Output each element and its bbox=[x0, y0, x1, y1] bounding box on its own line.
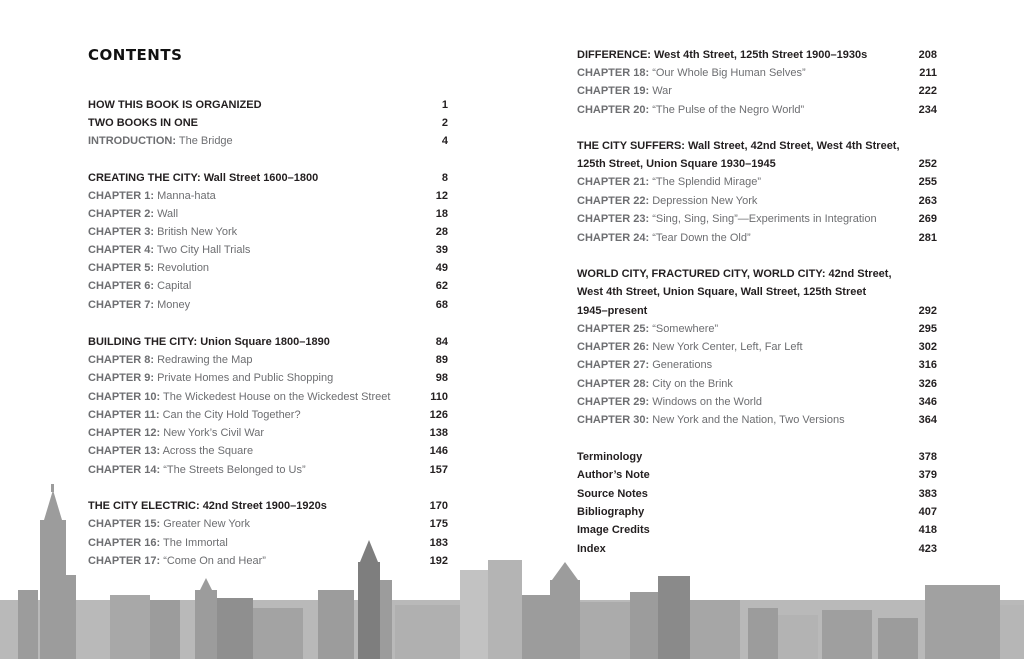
toc-chapter-entry bbox=[577, 411, 937, 429]
toc-chapter-entry bbox=[577, 173, 937, 191]
chapter-title bbox=[88, 369, 333, 387]
entry-title: Source Notes bbox=[577, 488, 648, 500]
chapter-name: “The Pulse of the Negro World” bbox=[652, 104, 805, 116]
toc-chapter-entry bbox=[88, 388, 448, 406]
page-number: 346 bbox=[918, 396, 937, 408]
chapter-label: CHAPTER 2: bbox=[88, 208, 155, 220]
page-number: 49 bbox=[435, 262, 448, 274]
chapter-title bbox=[88, 552, 266, 570]
toc-chapter-entry bbox=[88, 442, 448, 460]
page-number: 379 bbox=[918, 469, 937, 481]
chapter-label: CHAPTER 19: bbox=[577, 85, 650, 97]
page-number: 281 bbox=[918, 232, 937, 244]
toc-chapter-entry bbox=[577, 375, 937, 393]
toc-chapter-entry bbox=[88, 241, 448, 259]
chapter-label: CHAPTER 23: bbox=[577, 213, 650, 225]
chapter-name: Generations bbox=[652, 359, 713, 371]
chapter-title bbox=[88, 296, 190, 314]
toc-backmatter-entry bbox=[577, 485, 937, 503]
chapter-name: City on the Brink bbox=[652, 378, 733, 390]
chapter-title bbox=[88, 406, 301, 424]
chapter-name: New York and the Nation, Two Versions bbox=[652, 414, 845, 426]
page-number: 89 bbox=[435, 354, 448, 366]
toc-backmatter-entry bbox=[577, 448, 937, 466]
chapter-title bbox=[88, 241, 250, 259]
toc-backmatter-entry bbox=[577, 466, 937, 484]
toc-chapter-entry bbox=[88, 369, 448, 387]
toc-section-entry bbox=[577, 46, 937, 64]
entry-title: Author’s Note bbox=[577, 469, 650, 481]
chapter-title bbox=[88, 187, 216, 205]
chapter-name: Capital bbox=[157, 280, 192, 292]
entry-title: Terminology bbox=[577, 451, 643, 463]
page-number: 364 bbox=[918, 414, 937, 426]
page-number: 407 bbox=[918, 506, 937, 518]
chapter-name: New York Center, Left, Far Left bbox=[652, 341, 803, 353]
chapter-label: CHAPTER 18: bbox=[577, 67, 650, 79]
toc-section-entry bbox=[577, 155, 937, 173]
chapter-name: Private Homes and Public Shopping bbox=[157, 372, 334, 384]
chapter-label: CHAPTER 3: bbox=[88, 226, 155, 238]
page-number: 269 bbox=[918, 213, 937, 225]
page-number: 1 bbox=[441, 99, 448, 111]
chapter-name: Windows on the World bbox=[652, 396, 763, 408]
chapter-label: CHAPTER 27: bbox=[577, 359, 650, 371]
chapter-label: CHAPTER 24: bbox=[577, 232, 650, 244]
toc-chapter-entry bbox=[88, 534, 448, 552]
chapter-name: “Somewhere” bbox=[652, 323, 719, 335]
toc-chapter-entry bbox=[577, 64, 937, 82]
chapter-label: CHAPTER 13: bbox=[88, 445, 161, 457]
page-number: 234 bbox=[918, 104, 937, 116]
toc-section-entry bbox=[88, 96, 448, 114]
page-number: 110 bbox=[430, 391, 448, 403]
page-number: 170 bbox=[429, 500, 448, 512]
chapter-title bbox=[88, 351, 252, 369]
chapter-title bbox=[88, 259, 209, 277]
page-number: 302 bbox=[918, 341, 937, 353]
entry-title: DIFFERENCE: West 4th Street, 125th Street 1900–1930s bbox=[577, 49, 868, 61]
chapter-name: The Immortal bbox=[162, 537, 228, 549]
chapter-label: CHAPTER 17: bbox=[88, 555, 161, 567]
page-number: 8 bbox=[441, 172, 448, 184]
chapter-label: CHAPTER 25: bbox=[577, 323, 650, 335]
page-number: 255 bbox=[918, 176, 937, 188]
entry-title: Image Credits bbox=[577, 524, 650, 536]
page-number: 175 bbox=[429, 518, 448, 530]
toc-chapter-entry bbox=[88, 205, 448, 223]
chapter-label: CHAPTER 15: bbox=[88, 518, 161, 530]
toc-section-entry bbox=[88, 333, 448, 351]
chapter-name: British New York bbox=[157, 226, 238, 238]
chapter-name: “The Streets Belonged to Us” bbox=[163, 464, 306, 476]
page-number: 326 bbox=[918, 378, 937, 390]
page-number: 18 bbox=[435, 208, 448, 220]
chapter-name: “Our Whole Big Human Selves” bbox=[652, 67, 806, 79]
chapter-title bbox=[88, 277, 191, 295]
toc-chapter-entry bbox=[88, 406, 448, 424]
page-number: 192 bbox=[429, 555, 448, 567]
chapter-name: Manna-hata bbox=[157, 190, 216, 202]
chapter-title bbox=[88, 534, 228, 552]
chapter-label: CHAPTER 9: bbox=[88, 372, 155, 384]
page-number: 62 bbox=[435, 280, 448, 292]
chapter-label: CHAPTER 21: bbox=[577, 176, 650, 188]
chapter-label: CHAPTER 16: bbox=[88, 537, 161, 549]
chapter-name: Across the Square bbox=[162, 445, 254, 457]
chapter-label: CHAPTER 10: bbox=[88, 391, 161, 403]
page-number: 295 bbox=[918, 323, 937, 335]
chapter-name: The Wickedest House on the Wickedest Street bbox=[162, 391, 391, 403]
page-number: 316 bbox=[918, 359, 937, 371]
chapter-label: CHAPTER 26: bbox=[577, 341, 650, 353]
chapter-name: The Bridge bbox=[178, 135, 233, 147]
page-number: 84 bbox=[435, 336, 448, 348]
chapter-label: CHAPTER 14: bbox=[88, 464, 161, 476]
toc-chapter-entry bbox=[577, 101, 937, 119]
page-number: 378 bbox=[918, 451, 937, 463]
chapter-name: “The Splendid Mirage” bbox=[652, 176, 762, 188]
page-number: 222 bbox=[918, 85, 937, 97]
chapter-name: Depression New York bbox=[652, 195, 758, 207]
page-number: 28 bbox=[435, 226, 448, 238]
chapter-title bbox=[577, 356, 712, 374]
toc-section-entry bbox=[88, 497, 448, 515]
page-number: 2 bbox=[441, 117, 448, 129]
toc-chapter-entry bbox=[88, 187, 448, 205]
entry-title: 1945–present bbox=[577, 305, 648, 317]
toc-chapter-entry bbox=[88, 277, 448, 295]
page-number: 146 bbox=[429, 445, 448, 457]
entry-title: CREATING THE CITY: Wall Street 1600–1800 bbox=[88, 172, 319, 184]
chapter-name: Money bbox=[157, 299, 191, 311]
page-number: 252 bbox=[918, 158, 937, 170]
toc-backmatter-entry bbox=[577, 521, 937, 539]
section-heading-line: West 4th Street, Union Square, Wall Street, 125th Street bbox=[577, 286, 867, 298]
toc-chapter-entry bbox=[577, 320, 937, 338]
chapter-title bbox=[88, 223, 237, 241]
toc-backmatter-entry bbox=[577, 540, 937, 558]
page-number: 211 bbox=[919, 67, 937, 79]
chapter-label: CHAPTER 8: bbox=[88, 354, 155, 366]
page-number: 68 bbox=[435, 299, 448, 311]
chapter-title bbox=[88, 424, 264, 442]
chapter-title bbox=[88, 515, 250, 533]
toc-section-entry bbox=[88, 169, 448, 187]
chapter-label: CHAPTER 6: bbox=[88, 280, 155, 292]
chapter-label: CHAPTER 7: bbox=[88, 299, 155, 311]
chapter-label: CHAPTER 4: bbox=[88, 244, 155, 256]
entry-title: BUILDING THE CITY: Union Square 1800–1890 bbox=[88, 336, 330, 348]
section-heading-line: WORLD CITY, FRACTURED CITY, WORLD CITY: 42nd Street, bbox=[577, 268, 892, 280]
chapter-label: CHAPTER 5: bbox=[88, 262, 155, 274]
toc-chapter-entry bbox=[88, 461, 448, 479]
chapter-title bbox=[88, 205, 178, 223]
chapter-title bbox=[577, 411, 845, 429]
entry-title: 125th Street, Union Square 1930–1945 bbox=[577, 158, 776, 170]
toc-chapter-entry bbox=[577, 393, 937, 411]
toc-chapter-entry bbox=[88, 296, 448, 314]
toc-chapter-entry bbox=[88, 223, 448, 241]
toc-chapter-entry bbox=[577, 229, 937, 247]
toc-chapter-entry bbox=[577, 356, 937, 374]
chapter-name: Wall bbox=[157, 208, 179, 220]
chapter-title bbox=[577, 173, 761, 191]
contents-title: CONTENTS bbox=[88, 46, 183, 64]
page-number: 98 bbox=[435, 372, 448, 384]
toc-chapter-entry bbox=[88, 552, 448, 570]
chapter-label: INTRODUCTION: bbox=[88, 135, 176, 147]
entry-title: THE CITY ELECTRIC: 42nd Street 1900–1920s bbox=[88, 500, 327, 512]
page-number: 39 bbox=[435, 244, 448, 256]
page-number: 418 bbox=[918, 524, 937, 536]
chapter-title bbox=[88, 442, 253, 460]
chapter-title bbox=[577, 64, 806, 82]
page-number: 263 bbox=[918, 195, 937, 207]
chapter-title bbox=[577, 82, 672, 100]
chapter-label: CHAPTER 20: bbox=[577, 104, 650, 116]
page-number: 208 bbox=[918, 49, 937, 61]
section-heading-line: THE CITY SUFFERS: Wall Street, 42nd Street, West 4th Street, bbox=[577, 140, 900, 152]
toc-chapter-entry bbox=[577, 192, 937, 210]
chapter-name: Greater New York bbox=[163, 518, 251, 530]
page-number: 4 bbox=[441, 135, 448, 147]
entry-title: Index bbox=[577, 543, 606, 555]
chapter-title bbox=[577, 320, 718, 338]
page-number: 126 bbox=[429, 409, 448, 421]
page-number: 138 bbox=[429, 427, 448, 439]
toc-chapter-entry bbox=[88, 351, 448, 369]
chapter-name: War bbox=[652, 85, 672, 97]
toc-backmatter-entry bbox=[577, 503, 937, 521]
chapter-label: CHAPTER 29: bbox=[577, 396, 650, 408]
page-number: 292 bbox=[918, 305, 937, 317]
chapter-name: “Come On and Hear” bbox=[163, 555, 266, 567]
chapter-title bbox=[577, 393, 762, 411]
page-number: 157 bbox=[429, 464, 448, 476]
toc-section-entry bbox=[577, 302, 937, 320]
toc-chapter-entry bbox=[88, 132, 448, 150]
page-number: 423 bbox=[918, 543, 937, 555]
chapter-label: CHAPTER 12: bbox=[88, 427, 161, 439]
toc-chapter-entry bbox=[577, 210, 937, 228]
toc-section-entry bbox=[88, 114, 448, 132]
chapter-name: Revolution bbox=[157, 262, 210, 274]
chapter-name: “Sing, Sing, Sing”—Experiments in Integration bbox=[652, 213, 877, 225]
chapter-title bbox=[88, 132, 233, 150]
toc-chapter-entry bbox=[577, 338, 937, 356]
chapter-name: New York’s Civil War bbox=[163, 427, 265, 439]
toc-chapter-entry bbox=[577, 82, 937, 100]
chapter-label: CHAPTER 22: bbox=[577, 195, 650, 207]
chapter-title bbox=[577, 338, 803, 356]
chapter-label: CHAPTER 30: bbox=[577, 414, 650, 426]
chapter-title bbox=[577, 192, 757, 210]
chapter-title bbox=[577, 375, 733, 393]
chapter-title bbox=[577, 210, 877, 228]
chapter-label: CHAPTER 28: bbox=[577, 378, 650, 390]
chapter-name: Redrawing the Map bbox=[157, 354, 253, 366]
chapter-title bbox=[88, 461, 306, 479]
page-number: 383 bbox=[918, 488, 937, 500]
page-number: 12 bbox=[435, 190, 448, 202]
chapter-name: Can the City Hold Together? bbox=[162, 409, 301, 421]
entry-title: Bibliography bbox=[577, 506, 645, 518]
entry-title: HOW THIS BOOK IS ORGANIZED bbox=[88, 99, 262, 111]
chapter-name: “Tear Down the Old” bbox=[652, 232, 751, 244]
entry-title: TWO BOOKS IN ONE bbox=[88, 117, 198, 129]
chapter-label: CHAPTER 11: bbox=[88, 409, 160, 421]
chapter-title bbox=[577, 101, 804, 119]
toc-chapter-entry bbox=[88, 515, 448, 533]
chapter-title bbox=[88, 388, 390, 406]
chapter-title bbox=[577, 229, 751, 247]
toc-chapter-entry bbox=[88, 259, 448, 277]
chapter-name: Two City Hall Trials bbox=[156, 244, 251, 256]
toc-chapter-entry bbox=[88, 424, 448, 442]
page-number: 183 bbox=[429, 537, 448, 549]
chapter-label: CHAPTER 1: bbox=[88, 190, 155, 202]
